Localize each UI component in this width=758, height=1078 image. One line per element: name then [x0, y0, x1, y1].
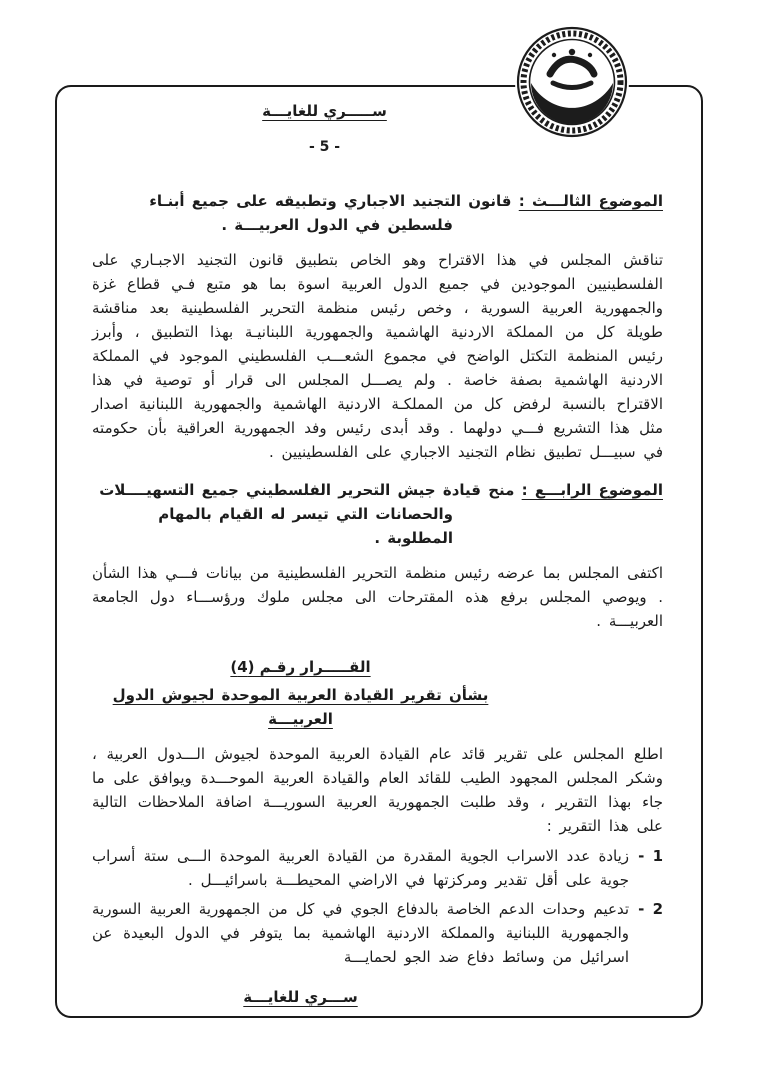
- topic-three-title-line2: فلسطين في الدول العربيـــة .: [221, 216, 453, 234]
- topic-four-body: اكتفى المجلس بما عرضه رئيس منظمة التحرير الفلسطينية من بيانات فـــي هذا الشأن . ويوصي المجلس برفع هذه المقترحات الى مجلس ملوك ورؤســـاء دول الجامعة العربيـــة .: [92, 564, 663, 630]
- topic-three-body: تناقش المجلس في هذا الاقتراح وهو الخاص بتطبيق قانون التجنيد الاجبـاري على الفلسطينيين الموجودين في جميع الدول العربية اسوة بما هو متبع فـي قطاع غزة والجمهورية العربية السورية ، وخص رئيس منظمة التحرير الفلسطينية بعد مناقشة طويلة كل من المملكة الاردنية الهاشمية والجمهورية اللبنانيـة بهذا التطبيق ، وأبرز رئيس المنظمة التكتل الواضح في مجموع الشعـــب الفلسطيني الموجود في المملكة الاردنية الهاشمية بصفة خاصة . ولم يصـــل المجلس الى قرار أو توصية في هذا الاقتراح بالنسبة لرفض كل من المملكـة الاردنية الهاشمية والجمهورية اللبنانية اصدار مثل هذا التشريع فـــي دولهما . وقد أبدى رئيس وفد الجمهورية العراقية بأن حكومته في سبيـــل تطبيق نظام التجنيد الاجباري على الفلسطينيين .: [92, 251, 663, 461]
- classification-footer: [92, 988, 663, 1006]
- item-1-number: 1 -: [638, 847, 663, 865]
- arab-league-emblem-icon: [512, 22, 632, 142]
- resolution-item-2: [92, 897, 663, 969]
- classification-header: ســـــري للغايـــة: [262, 102, 387, 120]
- resolution-title-text: القـــــرار رقـم (4): [230, 658, 371, 676]
- item-2-number: 2 -: [638, 900, 663, 918]
- topic-three-heading: [92, 189, 663, 213]
- resolution-item-1: [92, 844, 663, 892]
- topic-four-heading: [92, 478, 663, 502]
- resolution-items: [92, 844, 663, 969]
- resolution-title: [92, 655, 663, 679]
- item-1-text: زيادة عدد الاسراب الجوية المقدرة من القيادة العربية الموحدة الـــى ستة أسراب جوية على أقل تقدير ومركزتها في الاراضي المحيطـــة باسرائيـــل .: [92, 847, 629, 889]
- item-2-text: تدعيم وحدات الدعم الخاصة بالدفاع الجوي في كل من الجمهورية العربية السورية والجمهورية اللبنانية والمملكة الاردنية الهاشمية بما يتوفر في الدول البعيدة عن اسرائيل من وسائط دفاع ضد الجو لحمايـــة: [92, 900, 629, 966]
- topic-four-title-line2: والحصانات التي تيسر له القيام بالمهام المطلوبة .: [158, 505, 453, 547]
- resolution-subtitle: [92, 683, 663, 731]
- topic-four-title: منح قيادة جيش التحرير الفلسطيني جميع التسهيــــلات: [99, 481, 515, 499]
- topic-three-title: قانون التجنيد الاجباري وتطبيقه على جميع أبنـاء: [149, 192, 512, 210]
- resolution-intro: اطلع المجلس على تقرير قائد عام القيادة العربية الموحدة لجيوش الـــدول العربية ، وشكر المجلس المجهود الطيب للقائد العام والقيادة العربية الموحـــدة ويوافق على ما جاء بهذا التقرير ، وقد طلبت الجمهورية العربية السوريـــة اضافة الملاحظات التالية على هذا التقرير :: [92, 745, 663, 835]
- topic-four-label: الموضوع الرابـــع :: [521, 481, 663, 499]
- emblem-graphic: [512, 22, 632, 142]
- classification-footer-text: ســـري للغايـــة: [243, 988, 358, 1006]
- resolution-subtitle-text: بشأن تقرير القيادة العربية الموحدة لجيوش الدول العربيـــة: [112, 686, 489, 728]
- document-body: [92, 95, 663, 969]
- topic-three-label: الموضوع الثالـــث :: [518, 192, 663, 210]
- page-number: - 5 -: [308, 139, 341, 155]
